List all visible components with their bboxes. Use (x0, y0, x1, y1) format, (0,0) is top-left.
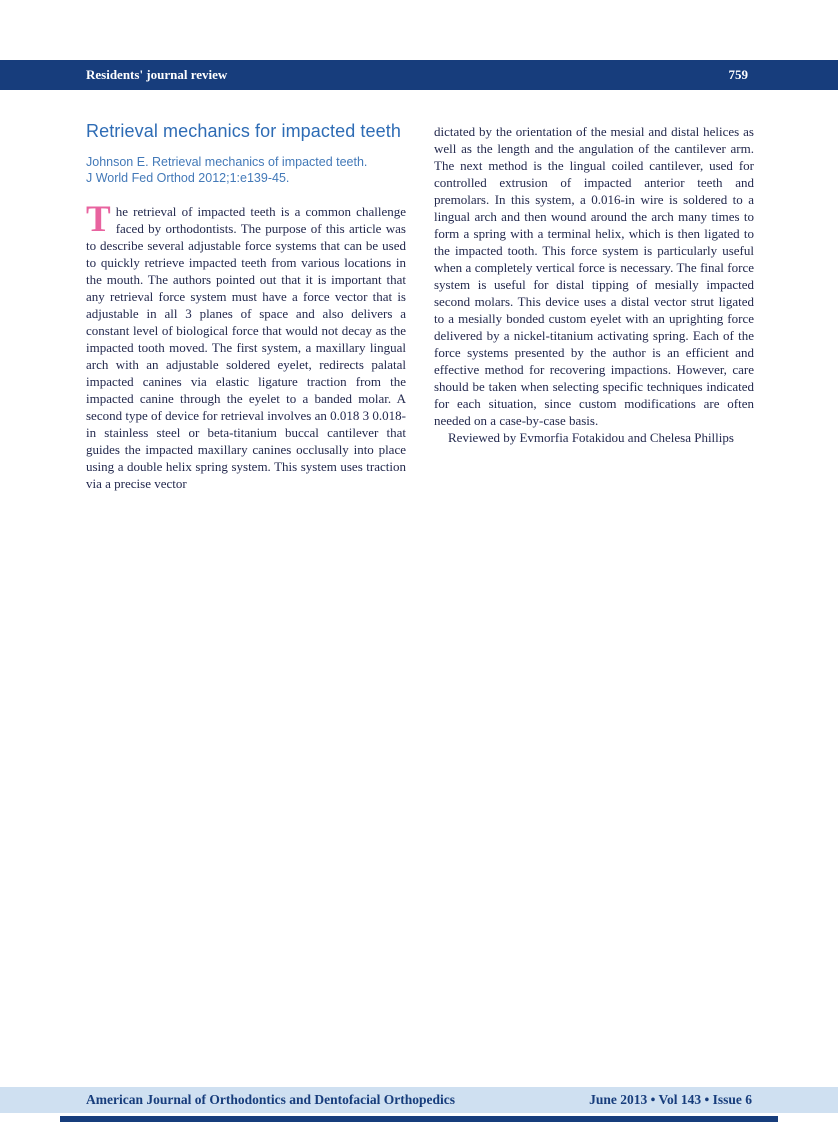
body-paragraph-left (86, 199, 406, 492)
left-column (86, 120, 406, 492)
article-citation (86, 154, 406, 186)
reviewed-by-line: Reviewed by Evmorfia Fotakidou and Chelesa Phillips (448, 430, 734, 445)
citation-line-1: Johnson E. Retrieval mechanics of impacted teeth. (86, 155, 368, 169)
page-number: 759 (728, 67, 748, 82)
issue-info: June 2013 • Vol 143 • Issue 6 (589, 1092, 752, 1107)
page-header-bar (0, 60, 838, 90)
dropcap: T (86, 199, 111, 240)
article-content (86, 120, 754, 1020)
right-column (434, 123, 754, 446)
article-title: Retrieval mechanics for impacted teeth (86, 121, 401, 141)
section-title: Residents' journal review (86, 67, 228, 82)
body-text-left: he retrieval of impacted teeth is a common challenge faced by orthodontists. The purpose of this article was to describe several adjustable force systems that can be used to quickly retrieve impacted teeth from various locations in the mouth. The authors pointed out that it is important that any retrieval force system must have a force vector that is adjustable in all 3 planes of space and also delivers a constant level of biological force that would not decay as the impacted tooth moved. The first system, a maxillary lingual arch with an adjustable soldered eyelet, redirects palatal impacted canines via elastic ligature traction from the impacted canine through the eyelet to a banded molar. A second type of device for retrieval involves an 0.018 3 0.018-in stainless steel or beta-titanium buccal cantilever that guides the impacted maxillary canines occlusally into place using a double helix spring system. This system uses traction via a precise vector (86, 204, 406, 491)
footer-bar (0, 1087, 838, 1113)
journal-name: American Journal of Orthodontics and Dentofacial Orthopedics (86, 1092, 455, 1107)
citation-line-2: J World Fed Orthod 2012;1:e139-45. (86, 171, 290, 185)
bottom-accent-strip (60, 1116, 778, 1122)
body-paragraph-right: dictated by the orientation of the mesial and distal helices as well as the length and the angulation of the cantilever arm. The next method is the lingual coiled cantilever, used for controlled extrusion of impacted anterior teeth and premolars. In this system, a 0.016-in wire is soldered to a lingual arch and then wound around the arch many times to form a spring with a terminal helix, which is then ligated to the impacted tooth. This force system is particularly useful when a completely vertical force is necessary. The final force system is useful for distal tipping of mesially impacted second molars. This device uses a distal vector strut ligated to a mesially bonded custom eyelet with an uprighting force delivered by a nickel-titanium activating spring. Each of the force systems presented by the author is an efficient and effective method for recovering impactions. However, care should be taken when selecting specific techniques indicated for each situation, since custom modifications are often needed on a case-by-case basis. (434, 124, 754, 428)
